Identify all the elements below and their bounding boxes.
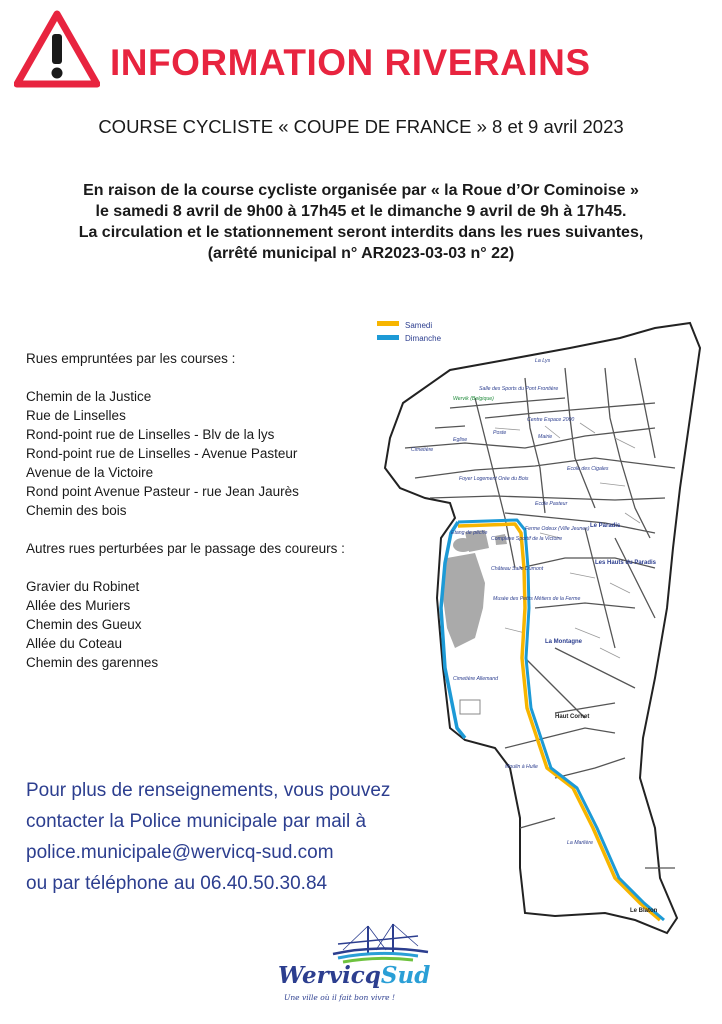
intro-line: le samedi 8 avril de 9h00 à 17h45 et le dimanche 9 avril de 9h à 17h45. [95, 203, 627, 220]
street-item: Rond-point rue de Linselles - Blv de la lys [26, 427, 275, 442]
disturbed-streets-heading: Autres rues perturbées par le passage des coureurs : [26, 541, 345, 556]
map-label: Salle des Sports du Pont Frontière [479, 386, 559, 392]
route-map [355, 308, 715, 948]
logo-name-b: Sud [380, 962, 431, 989]
intro-text [30, 180, 692, 264]
pond [453, 538, 473, 552]
logo-name-a: Wervicq [278, 962, 381, 989]
map-label: Eglise [453, 437, 468, 443]
street-item: Chemin des garennes [26, 655, 159, 670]
contact-phone[interactable]: ou par téléphone au 06.40.50.30.84 [26, 873, 328, 894]
map-label: Moulin à Huile [505, 764, 538, 770]
map-label: Cimetière Allemand [453, 676, 499, 682]
map-label: Cimetière [411, 447, 434, 453]
page-title: INFORMATION RIVERAINS [110, 42, 591, 83]
map-label: Musée des Petits Métiers de la Ferme [493, 596, 581, 602]
logo-wordmark [278, 962, 430, 989]
logo-tagline: Une ville où il fait bon vivre ! [284, 993, 396, 1002]
map-label: Etang de pêche [451, 530, 488, 536]
contact-line: Pour plus de renseignements, vous pouvez [26, 780, 391, 801]
map-label: Haut Cornet [555, 714, 590, 720]
map-label: La Montagne [545, 639, 582, 645]
street-item: Avenue de la Victoire [26, 465, 154, 480]
street-item: Rond-point rue de Linselles - Avenue Pasteur [26, 446, 298, 461]
map-label: Wervik (Belgique) [453, 396, 494, 402]
street-item: Rond point Avenue Pasteur - rue Jean Jaurès [26, 484, 299, 499]
map-label: Poste [493, 430, 507, 436]
street-list [26, 349, 386, 672]
map-label: Centre Espace 2000 [527, 417, 575, 423]
intro-line: (arrêté municipal n° AR2023-03-03 n° 22) [207, 245, 515, 262]
map-label: Le Paradis [590, 523, 621, 529]
street-item: Rue de Linselles [26, 408, 126, 423]
legend-swatch-samedi [377, 321, 399, 326]
legend-swatch-dimanche [377, 335, 399, 340]
map-label: Les Hauts du Paradis [595, 560, 657, 566]
contact-email[interactable]: police.municipale@wervicq-sud.com [26, 842, 334, 863]
street-item: Gravier du Robinet [26, 579, 140, 594]
contact-line: contacter la Police municipale par mail à [26, 811, 367, 832]
page-subtitle: COURSE CYCLISTE « COUPE DE FRANCE » 8 et 9 avril 2023 [98, 116, 624, 137]
map-label: Foyer Logement Orée du Bois [459, 476, 529, 482]
warning-triangle-icon [14, 10, 100, 90]
street-item: Chemin de la Justice [26, 389, 152, 404]
map-label: Ecole Pasteur [535, 501, 568, 507]
map-label: La Lys [535, 358, 551, 364]
legend-label-dimanche: Dimanche [405, 334, 442, 343]
map-label: Complexe Sportif de la Victoire [491, 536, 563, 542]
map-label: Mairie [538, 434, 553, 440]
map-label: Ferme Odeux (Ville Jeunes) [525, 526, 590, 532]
commune-outline [385, 323, 700, 933]
intro-line: La circulation et le stationnement seront interdits dans les rues suivantes, [78, 224, 644, 241]
street-item: Chemin des bois [26, 503, 127, 518]
used-streets-heading: Rues empruntées par les courses : [26, 351, 236, 366]
legend-label-samedi: Samedi [405, 321, 433, 330]
map-label: Château Salle Dumont [491, 566, 544, 572]
cemetery-block [460, 700, 480, 714]
map-label: Le Blaton [630, 908, 658, 914]
map-label: Ecole des Cigales [567, 466, 609, 472]
street-item: Allée des Muriers [26, 598, 131, 613]
map-label: La Marlière [567, 840, 593, 846]
street-item: Chemin des Gueux [26, 617, 142, 632]
street-item: Allée du Coteau [26, 636, 123, 651]
intro-line: En raison de la course cycliste organisée par « la Roue d’Or Cominoise » [83, 182, 639, 199]
